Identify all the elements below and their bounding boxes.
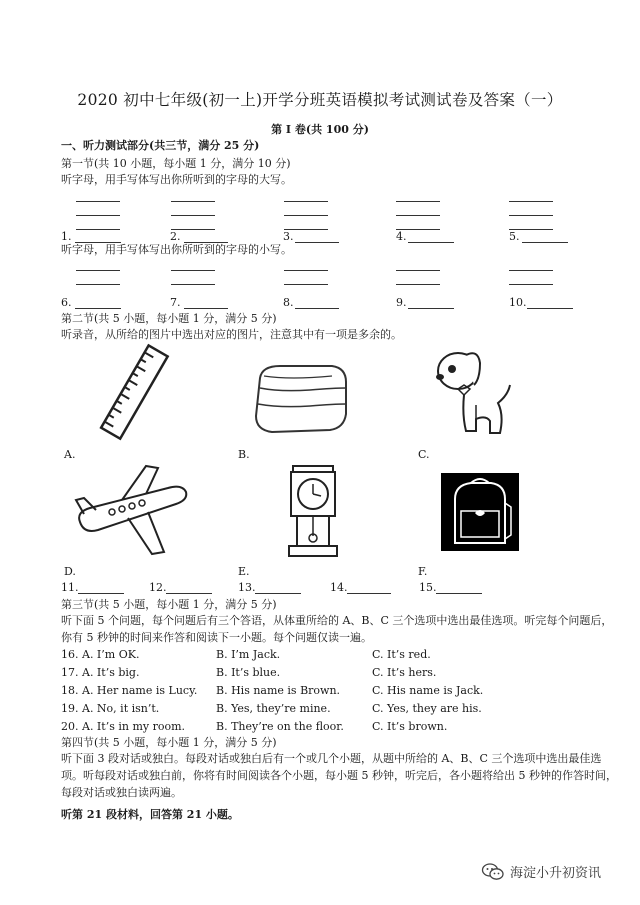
- answer-number: 7.: [170, 296, 181, 309]
- answer-blank[interactable]: [78, 593, 124, 594]
- answer-number: 11.: [61, 581, 79, 594]
- answer-blank[interactable]: [295, 308, 339, 309]
- answer-blank[interactable]: [255, 593, 301, 594]
- choice-a[interactable]: A. It’s in my room.: [82, 720, 186, 733]
- answer-blank[interactable]: [295, 242, 339, 243]
- answer-blank[interactable]: [408, 242, 454, 243]
- question-row: 19. A. No, it isn’t.: [61, 702, 160, 715]
- choice-c[interactable]: C. Yes, they are his.: [372, 702, 482, 715]
- option-label: C.: [418, 448, 430, 461]
- section3-heading: 第三节(共 5 小题，每小题 1 分，满分 5 分): [61, 598, 277, 611]
- answer-number: 12.: [149, 581, 167, 594]
- answer-blank[interactable]: [347, 593, 391, 594]
- answer-number: 9.: [396, 296, 407, 309]
- answer-blank[interactable]: [408, 308, 454, 309]
- option-label: D.: [64, 565, 76, 578]
- choice-b[interactable]: B. Yes, they’re mine.: [216, 702, 331, 715]
- section4-instr: 听下面 3 段对话或独白。每段对话或独白后有一个或几个小题，从题中所给的 A、B、C 三个选项中选出最佳选项。听每段对话或独白前，你将有时间阅读各个小题，每小题 5 秒钟，听完后，各小题将给出 5 秒钟的作答时间，每段对话或独白读两遍。: [61, 752, 617, 799]
- section4-heading: 第四节(共 5 小题，每小题 1 分，满分 5 分): [61, 736, 277, 749]
- schoolbag-icon: [441, 473, 519, 551]
- section1-heading: 一、听力测试部分(共三节，满分 25 分): [61, 139, 260, 152]
- section1-sub1: 第一节(共 10 小题，每小题 1 分，满分 10 分): [61, 157, 291, 170]
- ruler-icon: [95, 345, 175, 440]
- section2-instr: 听录音，从所给的图片中选出对应的图片，注意其中有一项是多余的。: [61, 328, 402, 341]
- section2-heading: 第二节(共 5 小题，每小题 1 分，满分 5 分): [61, 312, 277, 325]
- answer-blank[interactable]: [436, 593, 482, 594]
- section1-instr-lower: 听字母，用手写体写出你所听到的字母的小写。: [61, 243, 292, 256]
- footer-text: 海淀小升初资讯: [510, 866, 602, 881]
- question-row: 20. A. It’s in my room.: [61, 720, 186, 733]
- option-label: F.: [418, 565, 428, 578]
- answer-number: 3.: [283, 230, 294, 243]
- answer-number: 15.: [419, 581, 437, 594]
- choice-a[interactable]: A. No, it isn’t.: [82, 702, 160, 715]
- folded-towel-icon: [250, 358, 350, 438]
- choice-b[interactable]: B. His name is Brown.: [216, 684, 341, 697]
- answer-number: 13.: [238, 581, 256, 594]
- answer-number: 6.: [61, 296, 72, 309]
- choice-c[interactable]: C. It’s hers.: [372, 666, 437, 679]
- question-row: 18. A. Her name is Lucy.: [61, 684, 198, 697]
- clock-icon: [283, 462, 343, 562]
- choice-c[interactable]: C. His name is Jack.: [372, 684, 484, 697]
- document-title: 2020 初中七年级(初一上)开学分班英语模拟考试测试卷及答案（一）: [77, 91, 563, 109]
- part-heading: 第 I 卷(共 100 分): [271, 123, 369, 136]
- option-label: A.: [64, 448, 76, 461]
- answer-number: 10.: [509, 296, 527, 309]
- dog-icon: [428, 345, 518, 440]
- answer-blank[interactable]: [75, 308, 121, 309]
- airplane-icon: [72, 464, 192, 559]
- choice-c[interactable]: C. It’s brown.: [372, 720, 448, 733]
- answer-number: 4.: [396, 230, 407, 243]
- choice-a[interactable]: A. Her name is Lucy.: [82, 684, 198, 697]
- answer-blank[interactable]: [527, 308, 573, 309]
- wechat-icon: [482, 863, 504, 881]
- choice-b[interactable]: B. I’m Jack.: [216, 648, 281, 661]
- answer-blank[interactable]: [166, 593, 212, 594]
- option-label: E.: [238, 565, 250, 578]
- section1-instr-upper: 听字母，用手写体写出你所听到的字母的大写。: [61, 173, 292, 186]
- choice-a[interactable]: A. I’m OK.: [82, 648, 140, 661]
- section3-instr: 听下面 5 个问题，每个问题后有三个答语，从体重所给的 A、B、C 三个选项中选出最佳选项。听完每个问题后，你有 5 秒钟的时间来作答和阅读下一小题。每个问题仅读一遍。: [61, 614, 613, 644]
- question-row: 16. A. I’m OK.: [61, 648, 140, 661]
- answer-number: 5.: [509, 230, 520, 243]
- choice-a[interactable]: A. It’s big.: [82, 666, 140, 679]
- answer-number: 2.: [170, 230, 181, 243]
- choice-c[interactable]: C. It’s red.: [372, 648, 431, 661]
- answer-number: 8.: [283, 296, 294, 309]
- footer-watermark: [482, 862, 601, 881]
- answer-blank[interactable]: [184, 308, 228, 309]
- choice-b[interactable]: B. They’re on the floor.: [216, 720, 344, 733]
- question-row: 17. A. It’s big.: [61, 666, 140, 679]
- answer-number: 14.: [330, 581, 348, 594]
- answer-number: 1.: [61, 230, 72, 243]
- answer-blank[interactable]: [522, 242, 568, 243]
- choice-b[interactable]: B. It’s blue.: [216, 666, 281, 679]
- section4-q21: 听第 21 段材料，回答第 21 小题。: [61, 808, 239, 821]
- option-label: B.: [238, 448, 250, 461]
